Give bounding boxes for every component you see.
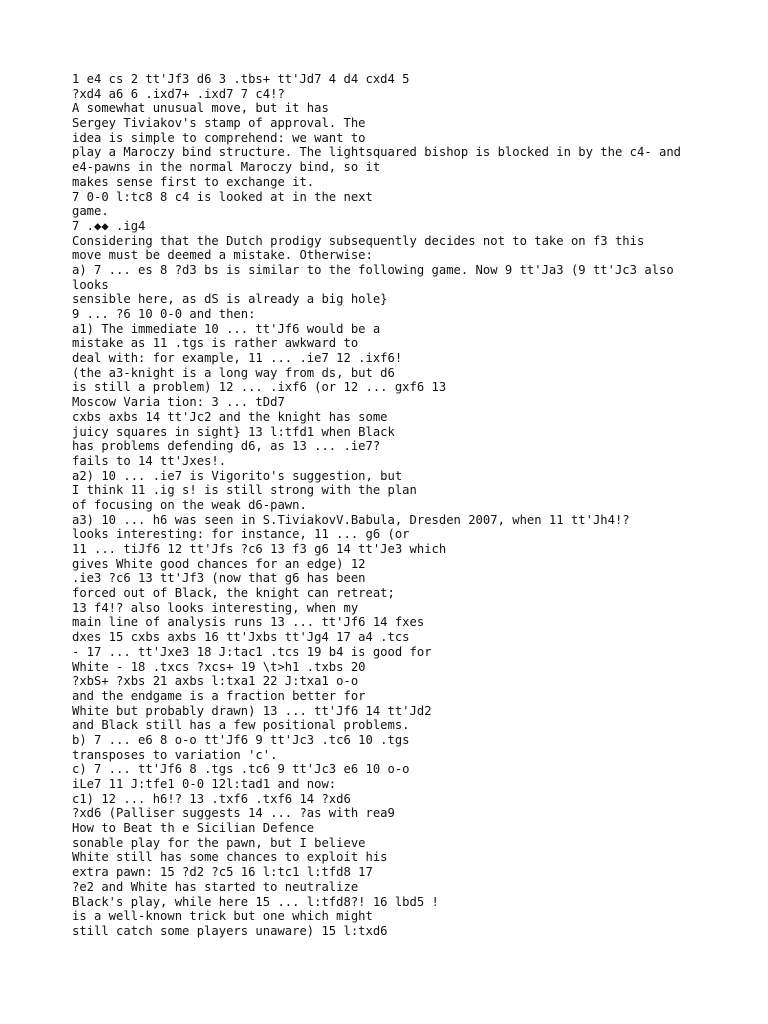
text-line: sonable play for the pawn, but I believe bbox=[72, 835, 366, 850]
text-line: a1) The immediate 10 ... tt'Jf6 would be a bbox=[72, 321, 381, 336]
text-line: mistake as 11 .tgs is rather awkward to bbox=[72, 336, 359, 351]
text-line: looks interesting: for instance, 11 ... g6 (or bbox=[72, 527, 410, 542]
text-line: e4-pawns in the normal Maroczy bind, so it bbox=[72, 160, 381, 175]
text-line: is a well-known trick but one which might bbox=[72, 909, 373, 924]
text-line: Considering that the Dutch prodigy subsequently decides not to take on f3 this bbox=[72, 233, 645, 248]
text-line: forced out of Black, the knight can retreat; bbox=[72, 586, 395, 601]
text-line: a) 7 ... es 8 ?d3 bs is similar to the following game. Now 9 tt'Ja3 (9 tt'Jc3 also bbox=[72, 262, 674, 277]
text-line: c1) 12 ... h6!? 13 .txf6 .txf6 14 ?xd6 bbox=[72, 791, 351, 806]
text-line: I think 11 .ig s! is still strong with the plan bbox=[72, 483, 417, 498]
text-line: is still a problem) 12 ... .ixf6 (or 12 ... gxf6 13 bbox=[72, 380, 447, 395]
text-line: ?xbS+ ?xbs 21 axbs l:txa1 22 J:txa1 o-o bbox=[72, 674, 359, 689]
text-line: .ie3 ?c6 13 tt'Jf3 (now that g6 has been bbox=[72, 571, 366, 586]
text-line: main line of analysis runs 13 ... tt'Jf6 14 fxes bbox=[72, 615, 425, 630]
text-line: game. bbox=[72, 204, 109, 219]
text-line: play a Maroczy bind structure. The lightsquared bishop is blocked in by the c4- and bbox=[72, 145, 682, 160]
text-line: deal with: for example, 11 ... .ie7 12 .ixf6! bbox=[72, 351, 403, 366]
text-line: and Black still has a few positional problems. bbox=[72, 718, 410, 733]
text-line: still catch some players unaware) 15 l:txd6 bbox=[72, 923, 388, 938]
text-line: ?xd4 a6 6 .ixd7+ .ixd7 7 c4!? bbox=[72, 86, 285, 101]
text-line: Moscow Varia tion: 3 ... tDd7 bbox=[72, 395, 285, 410]
text-line: ?e2 and White has started to neutralize bbox=[72, 879, 359, 894]
text-line: Black's play, while here 15 ... l:tfd8?! 16 lbd5 ! bbox=[72, 894, 439, 909]
text-line: - 17 ... tt'Jxe3 18 J:tac1 .tcs 19 b4 is good for bbox=[72, 644, 432, 659]
text-line: 7 .◆◆ .ig4 bbox=[72, 218, 146, 233]
text-line: 7 0-0 l:tc8 8 c4 is looked at in the next bbox=[72, 189, 373, 204]
text-line: juicy squares in sight} 13 l:tfd1 when Black bbox=[72, 424, 395, 439]
text-line: a2) 10 ... .ie7 is Vigorito's suggestion, but bbox=[72, 468, 403, 483]
text-line: 11 ... tiJf6 12 tt'Jfs ?c6 13 f3 g6 14 tt'Je3 which bbox=[72, 542, 447, 556]
text-line: (the a3-knight is a long way from ds, but d6 bbox=[72, 365, 395, 380]
text-line: and the endgame is a fraction better for bbox=[72, 688, 366, 703]
text-line: How to Beat th e Sicilian Defence bbox=[72, 821, 315, 836]
text-line: extra pawn: 15 ?d2 ?c5 16 l:tc1 l:tfd8 17 bbox=[72, 865, 373, 880]
text-line: iLe7 11 J:tfe1 0-0 12l:tad1 and now: bbox=[72, 777, 337, 791]
text-line: 1 e4 cs 2 tt'Jf3 d6 3 .tbs+ tt'Jd7 4 d4 cxd4 5 bbox=[72, 72, 410, 86]
text-line: looks bbox=[72, 277, 109, 292]
text-line: has problems defending d6, as 13 ... .ie7? bbox=[72, 439, 381, 454]
text-line: c) 7 ... tt'Jf6 8 .tgs .tc6 9 tt'Jc3 e6 10 o-o bbox=[72, 762, 410, 777]
text-line: fails to 14 tt'Jxes!. bbox=[72, 453, 227, 468]
text-line: gives White good chances for an edge) 12 bbox=[72, 556, 366, 571]
text-line: dxes 15 cxbs axbs 16 tt'Jxbs tt'Jg4 17 a4 .tcs bbox=[72, 630, 410, 645]
text-line: Sergey Tiviakov's stamp of approval. The bbox=[72, 116, 366, 131]
text-line: White still has some chances to exploit his bbox=[72, 850, 388, 865]
text-line: makes sense first to exchange it. bbox=[72, 174, 315, 189]
text-line: transposes to variation 'c'. bbox=[72, 747, 278, 762]
text-line: sensible here, as dS is already a big hole} bbox=[72, 292, 388, 307]
text-line: ?xd6 (Palliser suggests 14 ... ?as with rea9 bbox=[72, 806, 395, 821]
text-line: A somewhat unusual move, but it has bbox=[72, 101, 329, 116]
text-line: a3) 10 ... h6 was seen in S.TiviakovV.Babula, Dresden 2007, when 11 tt'Jh4!? bbox=[72, 512, 630, 527]
text-line: idea is simple to comprehend: we want to bbox=[72, 130, 366, 145]
text-line: White - 18 .txcs ?xcs+ 19 \t>h1 .txbs 20 bbox=[72, 659, 366, 674]
text-line: of focusing on the weak d6-pawn. bbox=[72, 497, 307, 512]
text-line: move must be deemed a mistake. Otherwise: bbox=[72, 248, 373, 263]
text-line: cxbs axbs 14 tt'Jc2 and the knight has some bbox=[72, 409, 388, 424]
document-page bbox=[72, 72, 762, 939]
text-line: White but probably drawn) 13 ... tt'Jf6 14 tt'Jd2 bbox=[72, 703, 432, 718]
text-line: 13 f4!? also looks interesting, when my bbox=[72, 600, 359, 615]
text-line: b) 7 ... e6 8 o-o tt'Jf6 9 tt'Jc3 .tc6 10 .tgs bbox=[72, 732, 410, 747]
text-line: 9 ... ?6 10 0-0 and then: bbox=[72, 307, 256, 321]
